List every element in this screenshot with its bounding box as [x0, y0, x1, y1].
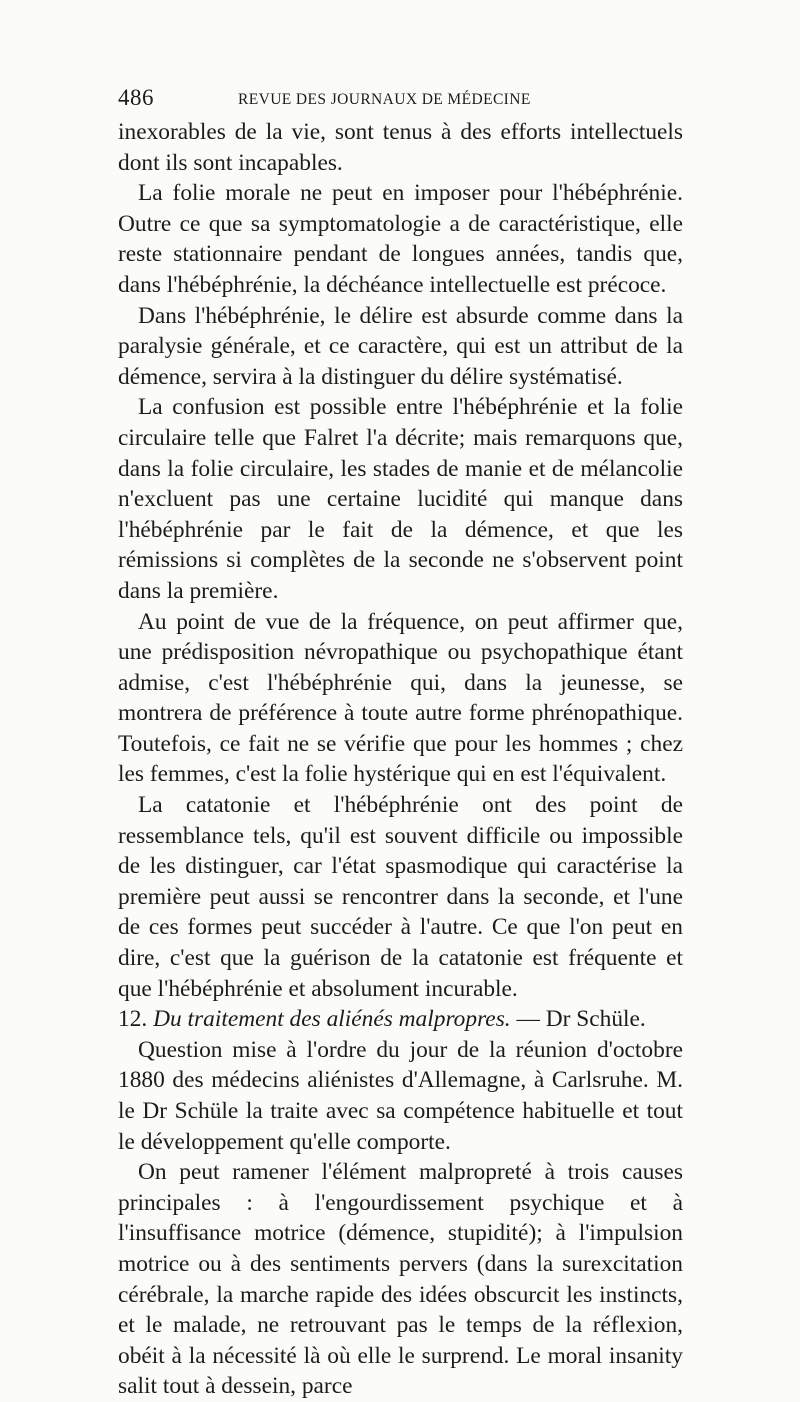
paragraph-continued: inexorables de la vie, sont tenus à des efforts intellectuels dont ils sont incapables.	[118, 119, 683, 176]
section-author: Dr Schüle.	[545, 1006, 646, 1033]
page-number: 486	[118, 85, 154, 110]
section-dash: —	[510, 1006, 546, 1033]
paragraph-delire-absurde: Dans l'hébéphrénie, le délire est absurde comme dans la paralysie générale, et ce caractère, qui est un attribut de la démence, servira à la distinguer du délire systématisé.	[118, 302, 683, 390]
body-text	[118, 117, 683, 1402]
paragraph-folie-circulaire: La confusion est possible entre l'hébéphrénie et la folie circulaire telle que Falret l'a décrite; mais remarquons que, dans la folie circulaire, les stades de manie et de mélancolie n'excluent pas une certaine lucidité qui manque dans l'hébéphrénie par le fait de la démence, et que les rémissions si complètes de la seconde ne s'observent point dans la première.	[118, 394, 683, 604]
paragraph-folie-morale: La folie morale ne peut en imposer pour l'hébéphrénie. Outre ce que sa symptomatologie a de caractéristique, elle reste stationnaire pendant de longues années, tandis que, dans l'hébéphrénie, la déchéance intellectuelle est précoce.	[118, 180, 683, 298]
book-page	[118, 85, 683, 1402]
paragraph-question: Question mise à l'ordre du jour de la réunion d'octobre 1880 des médecins aliénistes d'Allemagne, à Carlsruhe. M. le Dr Schüle la traite avec sa compétence habituelle et tout le développement qu'elle comporte.	[118, 1036, 683, 1155]
section-title: Du traitement des aliénés malpropres.	[153, 1006, 511, 1033]
paragraph-frequence: Au point de vue de la fréquence, on peut affirmer que, une prédisposition névropathique ou psychopathique étant admise, c'est l'hébéphrénie qui, dans la jeunesse, se montrera de préférence à toute autre forme phrénopathique. Toutefois, ce fait ne se vérifie que pour les hommes ; chez les femmes, c'est la folie hystérique qui en est l'équivalent.	[118, 608, 683, 788]
paragraph-causes: On peut ramener l'élément malpropreté à trois causes principales : à l'engourdissement psychique et à l'insuffisance motrice (démence, stupidité); à l'impulsion motrice ou à des sentiments pervers (dans la surexcitation cérébrale, la marche rapide des idées obscurcit les instincts, et le malade, ne retrouvant pas le temps de la réflexion, obéit à la nécessité là où elle le surprend. Le moral insanity salit tout à dessein, parce	[118, 1159, 683, 1400]
running-head	[118, 85, 683, 119]
journal-title: REVUE DES JOURNAUX DE MÉDECINE	[238, 91, 531, 108]
paragraph-catatonie: La catatonie et l'hébéphrénie ont des point de ressemblance tels, qu'il est souvent difficile ou impossible de les distinguer, car l'état spasmodique qui caractérise la première peut aussi se rencontrer dans la seconde, et l'une de ces formes peut succéder à l'autre. Ce que l'on peut en dire, c'est que la guérison de la catatonie est fréquente et que l'hébéphrénie et absolument incurable.	[118, 792, 683, 1002]
section-number: 12.	[118, 1006, 148, 1033]
section-heading	[118, 1004, 683, 1035]
